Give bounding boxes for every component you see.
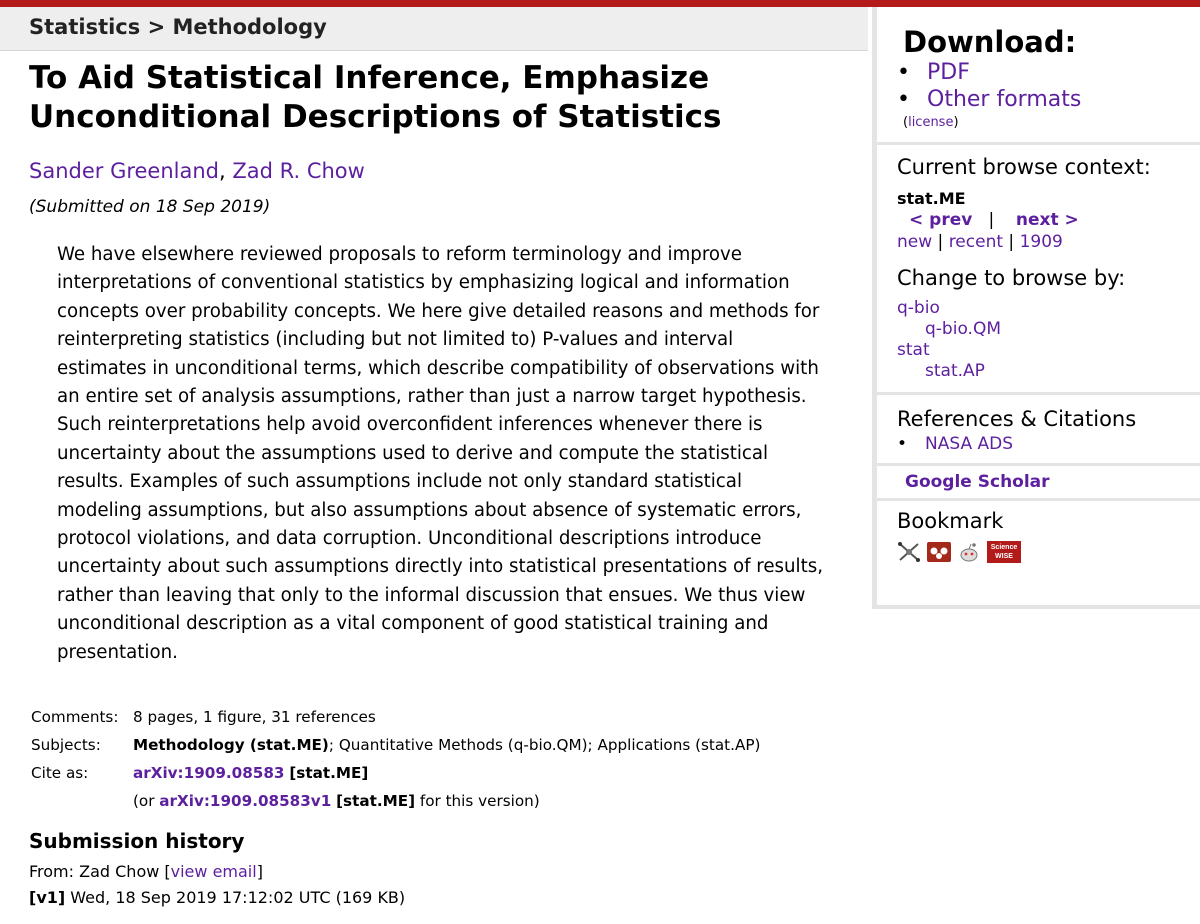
reference-item [897, 431, 1200, 457]
arxiv-id-link[interactable]: arXiv:1909.08583 [133, 764, 285, 783]
author-link[interactable]: Sander Greenland [29, 159, 220, 183]
reddit-icon[interactable] [957, 541, 981, 563]
browse-link-q-bio-qm[interactable]: q-bio.QM [925, 319, 1001, 339]
new-link[interactable]: new [897, 232, 933, 252]
next-link[interactable]: next > [1015, 210, 1079, 230]
license-link[interactable]: license [908, 115, 954, 130]
references-list [897, 431, 1200, 463]
cite-alt-category: [stat.ME] [336, 792, 416, 811]
cite-version-spacer [31, 787, 133, 815]
license-open: ( [903, 115, 909, 130]
references-title: References & Citations [897, 407, 1137, 431]
subjects-row [31, 731, 868, 759]
other-subjects: ; Quantitative Methods (q-bio.QM); Applications (stat.AP) [328, 736, 761, 755]
submission-history-title: Submission history [29, 829, 245, 854]
breadcrumb[interactable]: Statistics > Methodology [0, 7, 868, 51]
paper-title: To Aid Statistical Inference, Emphasize Unconditional Descriptions of Statistics [29, 60, 722, 135]
prev-link[interactable]: < prev [909, 210, 973, 230]
browse-category-tree [897, 298, 1200, 392]
download-item-other [897, 86, 1200, 113]
comments-row [31, 703, 868, 731]
download-section [877, 7, 1200, 145]
top-accent-bar [0, 0, 1200, 7]
comments-value: 8 pages, 1 figure, 31 references [133, 708, 376, 727]
nav-separator: | [988, 210, 995, 230]
version-tag: [v1] [29, 888, 66, 908]
google-scholar-link[interactable]: Google Scholar [905, 472, 1050, 492]
context-links [897, 232, 1200, 252]
view-email-link[interactable]: view email [170, 862, 257, 882]
cite-value [133, 759, 368, 787]
current-context: stat.ME [897, 189, 966, 208]
recent-link[interactable]: recent [948, 232, 1004, 252]
browse-item [897, 340, 1200, 361]
cite-version-value [133, 787, 540, 815]
browse-context-title: Current browse context: [897, 155, 1151, 179]
bibsonomy-icon[interactable] [897, 541, 921, 563]
submission-history [29, 859, 868, 911]
submitter-prefix: From: Zad Chow [ [29, 862, 171, 882]
cite-version-row [31, 787, 868, 815]
browse-item [897, 298, 1200, 319]
nasa-ads-link[interactable]: NASA ADS [925, 434, 1013, 454]
download-item-pdf [897, 59, 1200, 86]
download-title: Download: [903, 25, 1077, 59]
context-nav [897, 210, 1200, 230]
cite-alt-suffix: for this version) [415, 792, 540, 811]
cite-category: [stat.ME] [289, 764, 369, 783]
cite-row [31, 759, 868, 787]
browse-context-section [877, 145, 1200, 395]
pipe-separator: | [1003, 232, 1020, 252]
bookmark-icons [897, 541, 1200, 573]
references-section [877, 395, 1200, 466]
mendeley-icon[interactable] [927, 541, 951, 563]
subjects-label: Subjects: [31, 736, 101, 755]
pdf-link[interactable]: PDF [927, 60, 970, 85]
sidebar [872, 7, 1200, 609]
bookmark-section [877, 501, 1200, 573]
year-link[interactable]: 1909 [1019, 232, 1063, 252]
cite-alt-prefix: (or [133, 792, 160, 811]
browse-link-stat[interactable]: stat [897, 340, 930, 360]
abstract: We have elsewhere reviewed proposals to reform terminology and improve interpretations of conventional statistics by emphasizing logical and information concepts over probability concepts. We here give detailed reasons and methods for reinterpreting statistics (including but not limited to) P-values and interval estimates in unconditional terms, which describe compatibility of observations with an entire set of analysis assumptions, rather than just a narrow target hypothesis. Such reinterpretations help avoid overconfident inferences whenever there is uncertainty about the assumptions used to derive and compute the statistical results. Examples of such assumptions include not only standard statistical modeling assumptions, but also assumptions about absence of systematic errors, protocol violations, and data corruption. Unconditional descriptions introduce uncertainty about such assumptions directly into statistical presentations of results, rather than leaving that only to the informal discussion that ensues. We thus view unconditional description as a vital component of good statistical training and presentation. [57, 244, 823, 663]
author-link[interactable]: Zad R. Chow [232, 159, 365, 183]
license-close: ) [953, 115, 959, 130]
bookmark-title: Bookmark [897, 509, 1004, 533]
change-browse-title: Change to browse by: [897, 266, 1126, 290]
submitter-suffix: ] [256, 862, 263, 882]
comments-label: Comments: [31, 708, 119, 727]
browse-item [897, 361, 1200, 382]
pipe-separator: | [932, 232, 949, 252]
download-list [897, 59, 1200, 113]
main-content [0, 7, 868, 911]
browse-link-stat-ap[interactable]: stat.AP [925, 361, 985, 381]
google-scholar-section [877, 466, 1200, 501]
author-list [29, 159, 868, 183]
submission-date: (Submitted on 18 Sep 2019) [29, 197, 271, 217]
metadata-table [31, 703, 868, 815]
arxiv-version-link[interactable]: arXiv:1909.08583v1 [159, 792, 332, 811]
submitter-line [29, 859, 868, 885]
browse-item [897, 319, 1200, 340]
other-formats-link[interactable]: Other formats [927, 87, 1082, 112]
version-detail: Wed, 18 Sep 2019 17:12:02 UTC (169 KB) [65, 888, 406, 908]
version-line [29, 885, 868, 911]
license-line [897, 113, 1200, 142]
author-separator: , [219, 159, 233, 183]
cite-label: Cite as: [31, 764, 89, 783]
subjects-value [133, 731, 760, 759]
sciencewise-icon[interactable]: Science WISE [987, 541, 1021, 563]
primary-subject: Methodology (stat.ME) [133, 736, 329, 755]
google-scholar-row [897, 466, 1200, 498]
browse-link-q-bio[interactable]: q-bio [897, 298, 940, 318]
